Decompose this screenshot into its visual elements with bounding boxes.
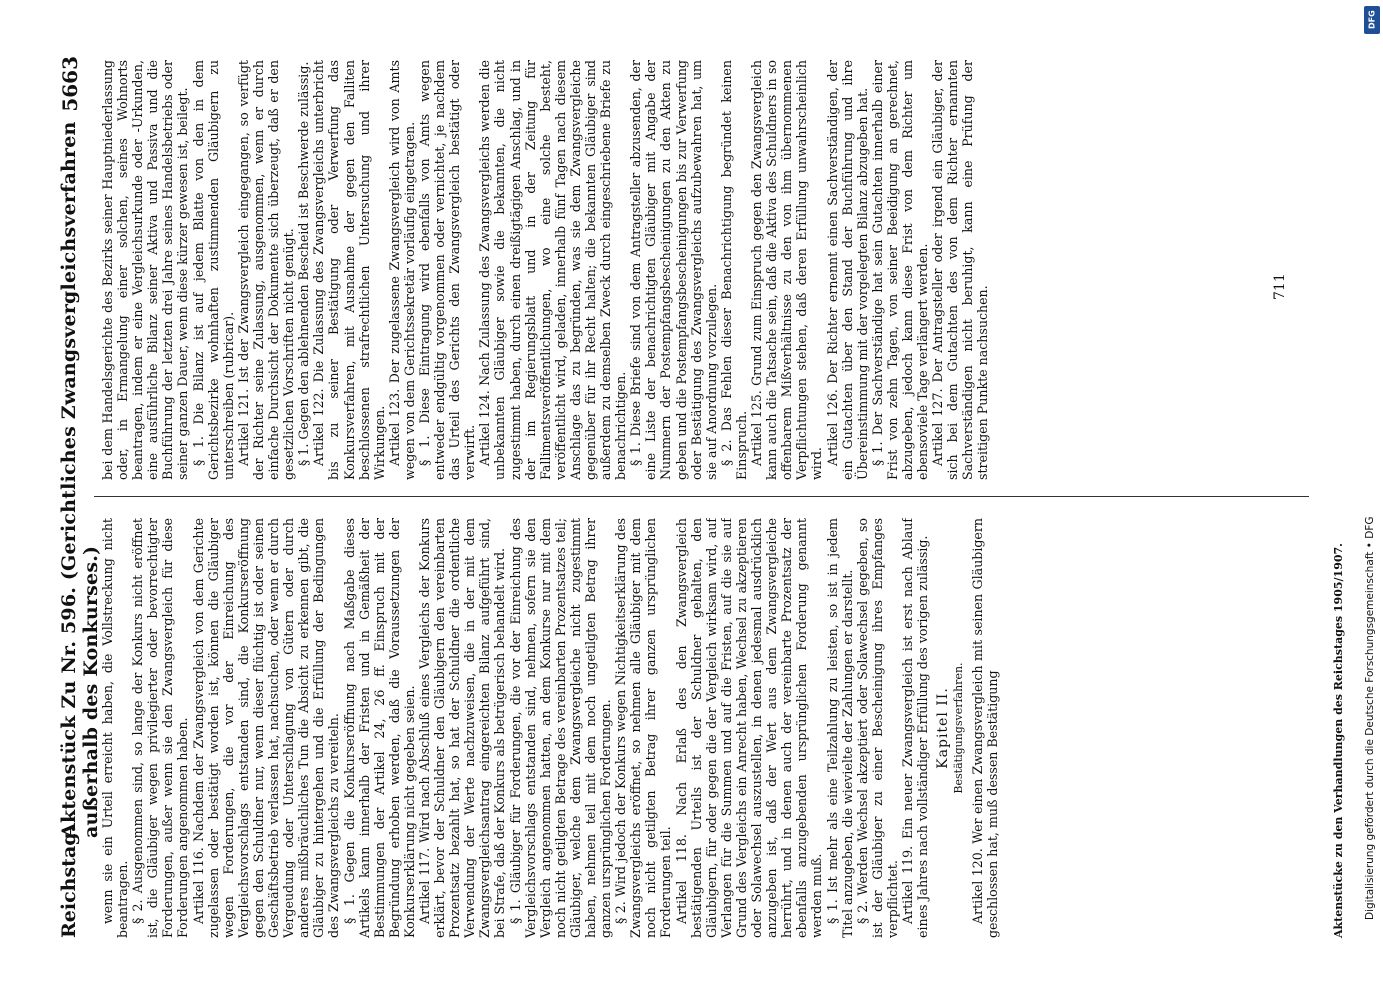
paragraph: § 2. Werden Wechsel akzeptiert oder Solawechsel gegeben, so ist der Gläubiger zu einer Bescheinigung ihres Empfanges verpflichtet. xyxy=(854,518,900,938)
column-divider xyxy=(94,496,1309,497)
header-page-number: 5663 xyxy=(58,56,82,112)
page-marker: 711 xyxy=(1272,273,1288,300)
paragraph: § 2. Das Fehlen dieser Benachrichtigung begründet keinen Einspruch. xyxy=(718,60,749,480)
paragraph: Artikel 122. Die Zulassung des Zwangsvergleichs unterbricht bis zu seiner Bestätigung oder Verwerfung das Konkursverfahren, mit Ausnahme der gegen den Falliten beschlossenen strafrechtlichen Untersuchung und ihrer Wirkungen. xyxy=(311,60,387,480)
paragraph: § 1. Diese Eintragung wird ebenfalls von Amts wegen entweder endgültig vorgenommen oder vernichtet, je nachdem das Urteil des Gerichts den Zwangsvergleich bestätigt oder verwirft. xyxy=(416,60,478,480)
paragraph: Artikel 117. Wird nach Abschluß eines Vergleichs der Konkurs erklärt, bevor der Schuldner den Gläubigern den vereinbarten Prozentsatz bezahlt hat, so hat der Schuldner die ordentliche Verwendung der Werte nachzuweisen, die in der mit dem Zwangsvergleichsantrag eingereichten Bilanz aufgeführt sind, bei Strafe, daß der Konkurs als betrügerisch behandelt wird. xyxy=(416,518,508,938)
paragraph: wenn sie ein Urteil erreicht haben, die Vollstreckung nicht beantragen. xyxy=(100,518,131,938)
paragraph: § 1. Gegen den ablehnenden Bescheid ist Beschwerde zulässig. xyxy=(296,61,312,466)
dfg-logo: DFG xyxy=(1364,6,1380,34)
paragraph: Artikel 116. Nachdem der Zwangsvergleich von dem Gerichte zugelassen oder bestätigt worden ist, können die Gläubiger wegen Forderungen, die vor der Einreichung des Vergleichsvorschlags entstanden sind, die Konkurseröffnung gegen den Schuldner nur, wenn dieser flüchtig ist oder seinen Geschäftsbetrieb verlassen hat, nachsuchen, oder wenn er durch Vergeudung oder Unterschlagung von Gütern oder durch anderes mißbräuchliches Tun die Absicht zu erkennen gibt, die Gläubiger zu hintergehen und die Erfüllung der Bedingungen des Zwangsvergleichs zu vereiteln. xyxy=(190,518,342,938)
paragraph: § 1. Der Sachverständige hat sein Gutachten innerhalb einer Frist von zehn Tagen, von seiner Beeidigung an gerechnet, abzugeben, jedoch kann diese Frist von dem Richter um ebensoviele Tage verlängert werden. xyxy=(869,60,931,480)
paragraph: Artikel 123. Der zugelassene Zwangsvergleich wird von Amts wegen von dem Gerichtssekretär vorläufig eingetragen. xyxy=(386,60,417,480)
header-left: Reichstag. xyxy=(58,825,80,938)
paragraph: Artikel 127. Der Antragsteller oder irgend ein Gläubiger, der sich bei dem Gutachten des von dem Richter ernannten Sachverständigen nicht beruhigt, kann eine Prüfung der streitigen Punkte nachsuchen. xyxy=(930,60,991,480)
paragraph: § 1. Gegen die Konkurseröffnung nach Maßgabe dieses Artikels kann innerhalb der Fristen und in Gemäßheit der Bestimmungen der Artikel 24, 26 ff. Einspruch mit der Begründung erhoben werden, daß die Voraussetzungen der Konkurserklärung nicht gegeben seien. xyxy=(341,518,417,938)
paragraph: § 1. Gläubiger für Forderungen, die vor der Einreichung des Vergleichsvorschlags entstanden sind, nehmen, sofern sie den Vergleich angenommen hatten, an dem Konkurse nur mit dem noch nicht getilgten Betrage des vereinbarten Prozentsatzes teil; Gläubiger, welche dem Zwangsvergleiche nicht zugestimmt haben, nehmen teil mit dem noch ungetilgten Betrag ihrer ganzen ursprünglichen Forderungen. xyxy=(507,518,614,938)
paragraph: Artikel 119. Ein neuer Zwangsvergleich ist erst nach Ablauf eines Jahres nach vollständiger Erfüllung des vorigen zulässig. xyxy=(899,518,931,938)
chapter-heading: Kapitel II. xyxy=(935,687,952,769)
left-column xyxy=(100,518,1320,938)
chapter-subheading: Bestätigungsverfahren. xyxy=(952,662,966,794)
paragraph: Artikel 126. Der Richter ernennt einen Sachverständigen, der ein Gutachten über den Stand der Buchführung und ihre Übereinstimmung mit der vorgelegten Bilanz abzugeben hat. xyxy=(824,60,870,480)
header-title: Aktenstück Zu Nr. 596. (Gerichtliches Zwangsvergleichsverfahren außerhalb des Konkurses.) xyxy=(58,121,102,838)
footnote: Aktenstücke zu den Verhandlungen des Reichstages 1905/1907. xyxy=(1332,543,1345,938)
paragraph: § 1. Die Bilanz ist auf jedem Blatte von den in dem Gerichtsbezirke wohnhaften zustimmenden Gläubigern zu unterschreiben (rubricar). xyxy=(190,60,236,480)
paragraph: § 2. Ausgenommen sind, so lange der Konkurs nicht eröffnet ist, die Gläubiger wegen privilegierter oder bevorrechtigter Forderungen, außer wenn sie den Zwangsvergleich für diese Forderungen angenommen haben. xyxy=(130,518,191,938)
paragraph: Artikel 125. Grund zum Einspruch gegen den Zwangsvergleich kann auch die Tatsache sein, daß die Aktiva des Schuldners in so offenbarem Mißverhältnisse zu den von ihm übernommenen Verpflichtungen stehen, daß deren Erfüllung unwahrscheinlich wird. xyxy=(749,60,825,480)
paragraph: Artikel 118. Nach Erlaß des den Zwangsvergleich bestätigenden Urteils ist der Schuldner gehalten, den Gläubigern, für oder gegen die der Vergleich wirksam wird, auf Verlangen für die Summen und auf die Fristen, auf die sie auf Grund des Vergleichs ein Anrecht haben, Wechsel zu akzeptieren oder Solawechsel auszustellen, in denen jedesmal ausdrücklich anzugeben ist, daß der Wert aus dem Zwangsvergleiche herrührt, und in denen auch der vereinbarte Prozentsatz der ebenfalls anzugebenden ursprünglichen Forderung genannt werden muß. xyxy=(673,518,825,938)
right-column xyxy=(100,60,1320,480)
paragraph: Artikel 120. Wer einen Zwangsvergleich mit seinen Gläubigern geschlossen hat, muß dessen Bestätigung xyxy=(970,518,1001,938)
paragraph: § 1. Diese Briefe sind von dem Antragsteller abzusenden, der eine Liste der benachrichtigten Gläubiger mit Angabe der Nummern der Postempfangsbescheinigungen zu den Akten zu geben und die Postempfangsbescheinigungen bis zur Verwerfung oder Bestätigung des Zwangsvergleichs aufzubewahren hat, um sie auf Anordnung vorzulegen. xyxy=(628,60,719,480)
page-header xyxy=(58,56,102,938)
paragraph: Artikel 124. Nach Zulassung des Zwangsvergleichs werden die unbekannten Gläubiger sowie die bekannten, die nicht zugestimmt haben, durch einen dreißigtägigen Anschlag, und in der im Regierungsblatt und in der Zeitung für Fallimentsveröffentlichungen, wo eine solche besteht, veröffentlicht wird, geladen, innerhalb fünf Tagen nach diesem Anschlage das zu begründen, was sie dem Zwangsvergleiche gegenüber für ihr Recht halten; die bekannten Gläubiger sind außerdem zu demselben Zweck durch eingeschriebene Briefe zu benachrichtigen. xyxy=(477,60,629,480)
paragraph: bei dem Handelsgerichte des Bezirks seiner Hauptniederlassung oder, in Ermangelung einer solchen, seines Wohnorts beantragen, indem er eine Vergleichsurkunde oder -Urkunden, eine ausführliche Bilanz seiner Aktiva und Passiva und die Buchführung der letzten drei Jahre seines Handelsbetriebs oder seiner ganzen Dauer, wenn diese kürzer gewesen ist, beilegt. xyxy=(100,60,191,480)
paragraph: Artikel 121. Ist der Zwangsvergleich eingegangen, so verfügt der Richter seine Zulassung, ausgenommen, wenn er durch einfache Durchsicht der Dokumente sich überzeugt, daß er den gesetzlichen Vorschriften nicht genügt. xyxy=(235,60,297,480)
funding-note: Digitalisierung gefördert durch die Deutsche Forschungsgemeinschaft • DFG xyxy=(1364,516,1376,920)
paragraph: § 1. Ist mehr als eine Teilzahlung zu leisten, so ist in jedem Titel anzugeben, die wievielte der Zahlungen er darstellt. xyxy=(824,518,855,938)
paragraph: § 2. Wird jedoch der Konkurs wegen Nichtigkeitserklärung des Zwangsvergleichs eröffnet, so nehmen alle Gläubiger mit dem noch nicht getilgten Betrag ihrer ganzen ursprünglichen Forderungen teil. xyxy=(613,518,674,938)
